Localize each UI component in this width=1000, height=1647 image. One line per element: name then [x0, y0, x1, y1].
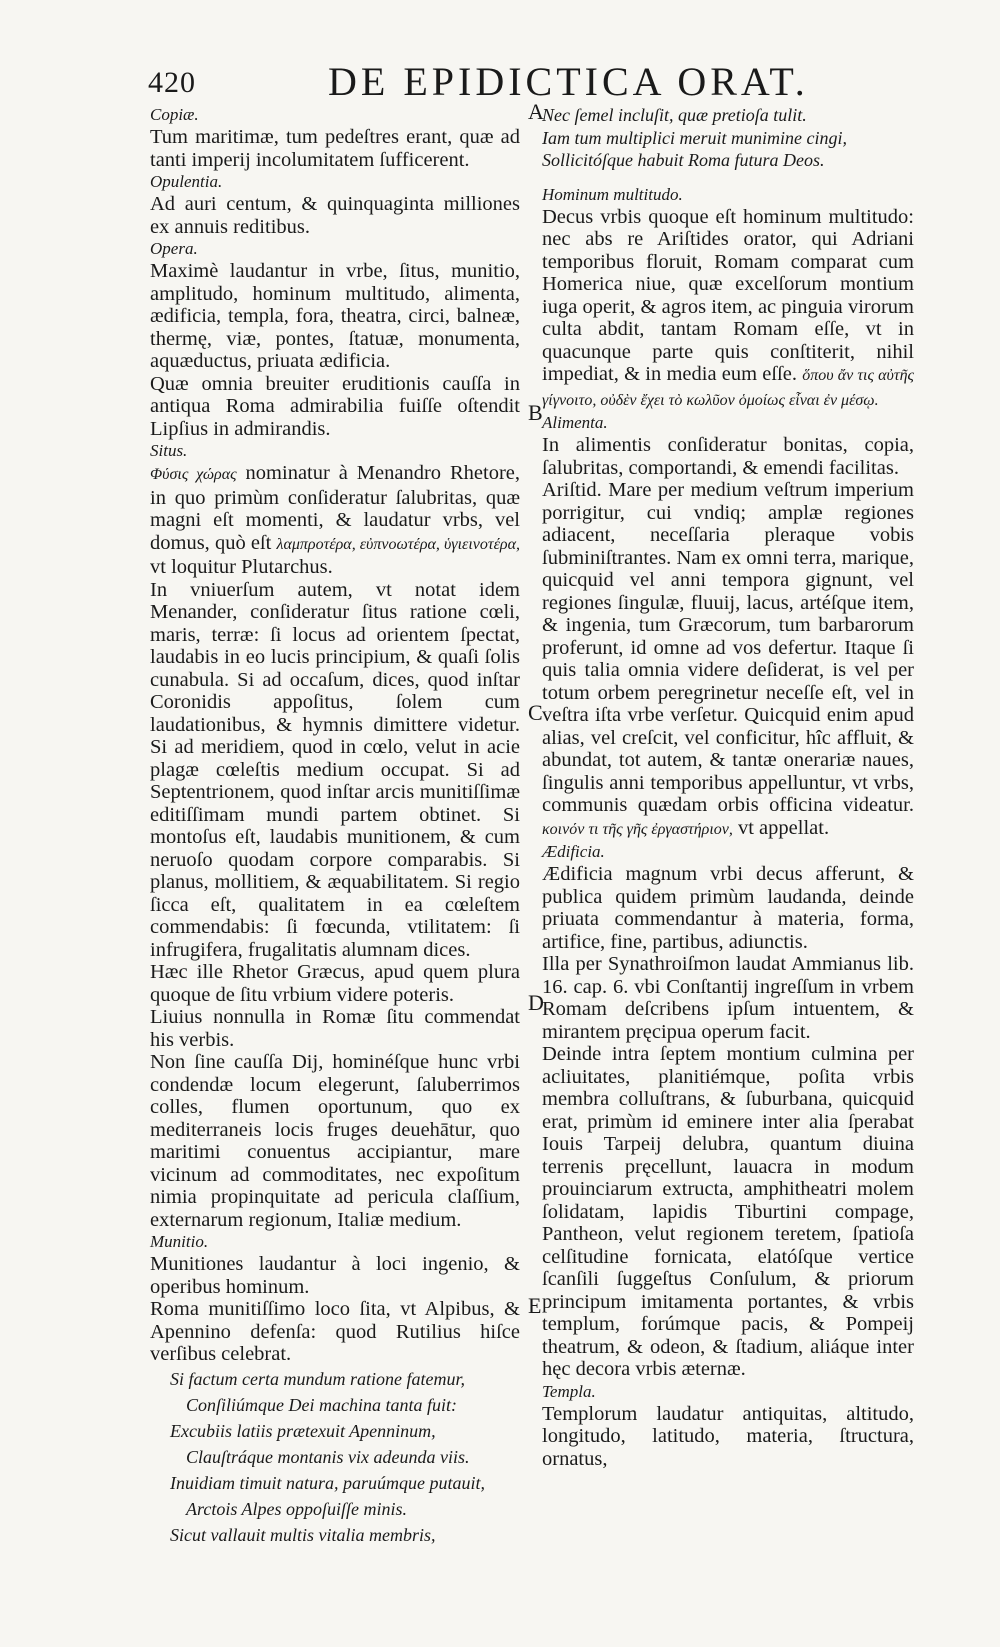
verse-line: Inuidiam timuit natura, paruúmque putauit, [170, 1472, 485, 1493]
alimenta-text-2 [542, 479, 914, 841]
munitio-text: Munitiones laudantur à loci ingenio, & operibus hominum. [150, 1253, 520, 1298]
hominum-multitudo-latin: Decus vrbis quoque eſt hominum multitudo: nec abs re Ariſtides orator, qui Adriani temporibus floruit, Romam comparat cum Homerica niue, quæ excelſorum montium iuga operit, & agros item, ac pinguia virorum culta abdit, tantam Romam eſſe, vt in quacunque parte quis conſtiterit, nihil impediat, & in media eum eſſe. [542, 205, 914, 385]
margin-marker-b: B [528, 400, 543, 425]
margin-marker-a: A [528, 99, 544, 124]
munitio-text-2: Roma munitiſſimo loco ſita, vt Alpibus, & Apennino defenſa: quod Rutilius hiſce verſibus celebrat. [150, 1298, 520, 1365]
heading-aedificia: Ædificia. [542, 842, 605, 861]
alimenta-latin-end: vt appellat. [732, 816, 830, 839]
alimenta-latin: Ariſtid. Mare per medium veſtrum imperium porrigitur, cui vndiq; amplæ regiones adiacent, neceſſaria pleraque vobis ſubminiſtrantes. Nam ex omni terra, marique, quicquid vel anni tempora gignunt, vel regiones ſingulæ, fluuij, lacus, artéſque item, & ingenia, tum Græcorum, tum barbarorum proferunt, id omne ad vos defertur. Itaque ſi quis talia omnia videre deſiderat, is vel per totum orbem peregrinetur neceſſe eſt, vel in veſtra iſta vrbe verſetur. Quicquid enim apud alias, vel creſcit, vel conficitur, hîc affluit, & abundat, tot autem, & tantæ onerariæ naues, ſingulis anni temporibus appelluntur, vt vrbs, communis quædam orbis officina videatur. [542, 479, 914, 816]
hominum-multitudo-text [542, 206, 914, 413]
situs-paragraph-5: Non ſine cauſſa Dij, hominéſque hunc vrbi condendæ locum elegerunt, ſaluberrimos colles, flumen oportunum, quo ex mediterraneis locis fruges deuehātur, quo maritimi conuentus accipiantur, mare vicinum ad commoditates, nec expoſitum nimia propinquitate ad pericula claſſium, externarum regionum, Italiæ medium. [150, 1051, 520, 1231]
situs-text [150, 462, 520, 579]
aedificia-text: Ædificia magnum vrbi decus afferunt, & publica quidem primùm laudanda, deinde priuata commendantur à materia, forma, artifice, fine, partibus, adiunctis. [542, 863, 914, 953]
page-number: 420 [148, 66, 196, 99]
templa-text: Templorum laudatur antiquitas, altitudo, longitudo, latitudo, materia, ſtructura, ornatus, [542, 1402, 914, 1470]
page-header [148, 58, 888, 110]
verse-line: Nec ſemel incluſit, quæ pretioſa tulit. [542, 105, 807, 125]
situs-text-2: vt loquitur Plutarchus. [150, 556, 333, 578]
heading-copiae: Copiæ. [150, 105, 199, 124]
verse-line: Sicut vallauit multis vitalia membris, [170, 1524, 436, 1545]
verse-line: Conſiliúmque Dei machina tanta fuit: [186, 1394, 457, 1415]
heading-situs: Situs. [150, 441, 188, 460]
verse-line: Clauſtráque montanis vix adeunda viis. [186, 1446, 470, 1467]
aedificia-text-3: Deinde intra ſeptem montium culmina per acliuitates, planitiémque, poſita vrbis membra colluſtrans, & ſuburbana, quicquid erat, primùm id eminere inter alia ſperabat Iouis Tarpeij delubra, quantum diuina terrenis pręcellunt, lauacra in modum prouinciarum extructa, amphitheatri molem ſolidatam, lapidis Tiburtini compage, Pantheon, velut regionem teretem, ſpatioſa celſitudine fornicata, elatóſque vertice ſcanſili ſuggeſtus Conſulum, & priorum principum imitamenta portantes, & vrbis templum, forúmque pacis, & Pompeij theatrum, & odeon, & ſtadium, aliáque inter hęc decora vrbis æternæ. [542, 1043, 914, 1380]
situs-greek-lead: Φύσις χώρας [150, 466, 237, 483]
situs-paragraph-2: In vniuerſum autem, vt notat idem Menander, conſideratur ſitus ratione cœli, maris, terræ: ſi locus ad orientem ſpectat, laudabis in eo lucis principium, & quaſi ſolis cunabula. Si ad occaſum, dices, quod inſtar Coronidis appoſitus, ſolem cum laudationibus, & hymnis dimittere videtur. Si ad meridiem, quod in cœlo, velut in acie plagæ cœleſtis medium occupat. Si ad Septentrionem, quod inſtar arcis munitiſſimæ editiſſimam mundi partem obtinet. Si montoſus eſt, laudabis munitionem, & cum neruoſo quodam corpore comparabis. Si planus, mollitiem, & æquabilitatem. Si regio ſicca eſt, qualitatem in ea cœleſtem commendabis: ſi fœcunda, vtilitatem: ſi infrugifera, frugalitatis alumnam dices. [150, 578, 520, 961]
situs-text-1: nominatur à Menandro Rhetore, in quo primùm conſideratur ſalubritas, quæ magni eſt momenti, & laudatur vrbs, vel domus, quò eſt [150, 462, 520, 554]
verse-line: Excubiis latiis prætexuit Apenninum, [170, 1420, 436, 1441]
heading-hominum-multitudo: Hominum multitudo. [542, 184, 683, 204]
heading-munitio: Munitio. [150, 1232, 209, 1251]
running-title: DE EPIDICTICA ORAT. [328, 59, 809, 104]
spacer [542, 172, 914, 184]
situs-paragraph-4: Liuius nonnulla in Romæ ſitu commendat his verbis. [150, 1006, 520, 1051]
heading-opera: Opera. [150, 239, 198, 258]
aedificia-text-2: Illa per Synathroiſmon laudat Ammianus lib. 16. cap. 6. vbi Conſtantij ingreſſum in vrbem Romam deſcribens ipſum intuentem, & mirantem pręcipua operum facit. [542, 953, 914, 1043]
margin-marker-c: C [528, 700, 543, 725]
heading-alimenta: Alimenta. [542, 413, 608, 432]
opulentia-text: Ad auri centum, & quinquaginta milliones ex annuis reditibus. [150, 193, 520, 238]
situs-paragraph-3: Hæc ille Rhetor Græcus, apud quem plura quoque de ſitu vrbium videre poteris. [150, 961, 520, 1006]
margin-marker-d: D [528, 990, 544, 1015]
right-column [542, 104, 914, 1470]
verse-line: Sollicitóſque habuit Roma futura Deos. [542, 150, 825, 170]
alimenta-greek: κοινόν τι τῆς γῆς ἐργαστήριον, [542, 820, 733, 838]
verse-line: Iam tum multiplici meruit munimine cingi, [542, 127, 847, 148]
alimenta-text: In alimentis conſideratur bonitas, copia, ſalubritas, comportandi, & emendi facilitas. [542, 434, 914, 479]
margin-marker-e: E [528, 1293, 542, 1318]
hominum-multitudo-greek: ὅπου ἄν τις αὐτῆς γίγνοιτο, οὐδὲν ἔχει τὸ κωλῦον ὁμοίως εἶναι ἐν μέσῳ. [542, 367, 914, 409]
opera-text: Maximè laudantur in vrbe, ſitus, munitio, amplitudo, hominum multitudo, alimenta, ædificia, templa, fora, theatra, circi, balneæ, thermę, viæ, pontes, ſtatuæ, monumenta, aquæductus, priuata ædificia. [150, 260, 520, 372]
heading-templa: Templa. [542, 1381, 596, 1401]
situs-greek-words: λαμπροτέρα, εὐπνοωτέρα, ὑγιεινοτέρα, [276, 535, 520, 553]
copiae-text: Tum maritimæ, tum pedeſtres erant, quæ ad tanti imperij incolumitatem ſufficerent. [150, 126, 520, 171]
verse-line: Si factum certa mundum ratione fatemur, [170, 1368, 465, 1389]
heading-opulentia: Opulentia. [150, 172, 223, 191]
left-column [150, 104, 520, 1548]
opera-text-2: Quæ omnia breuiter eruditionis cauſſa in antiqua Roma admirabilia fuiſſe oſtendit Lipſius in admirandis. [150, 372, 520, 440]
verse-line: Arctois Alpes oppoſuiſſe minis. [186, 1498, 407, 1519]
